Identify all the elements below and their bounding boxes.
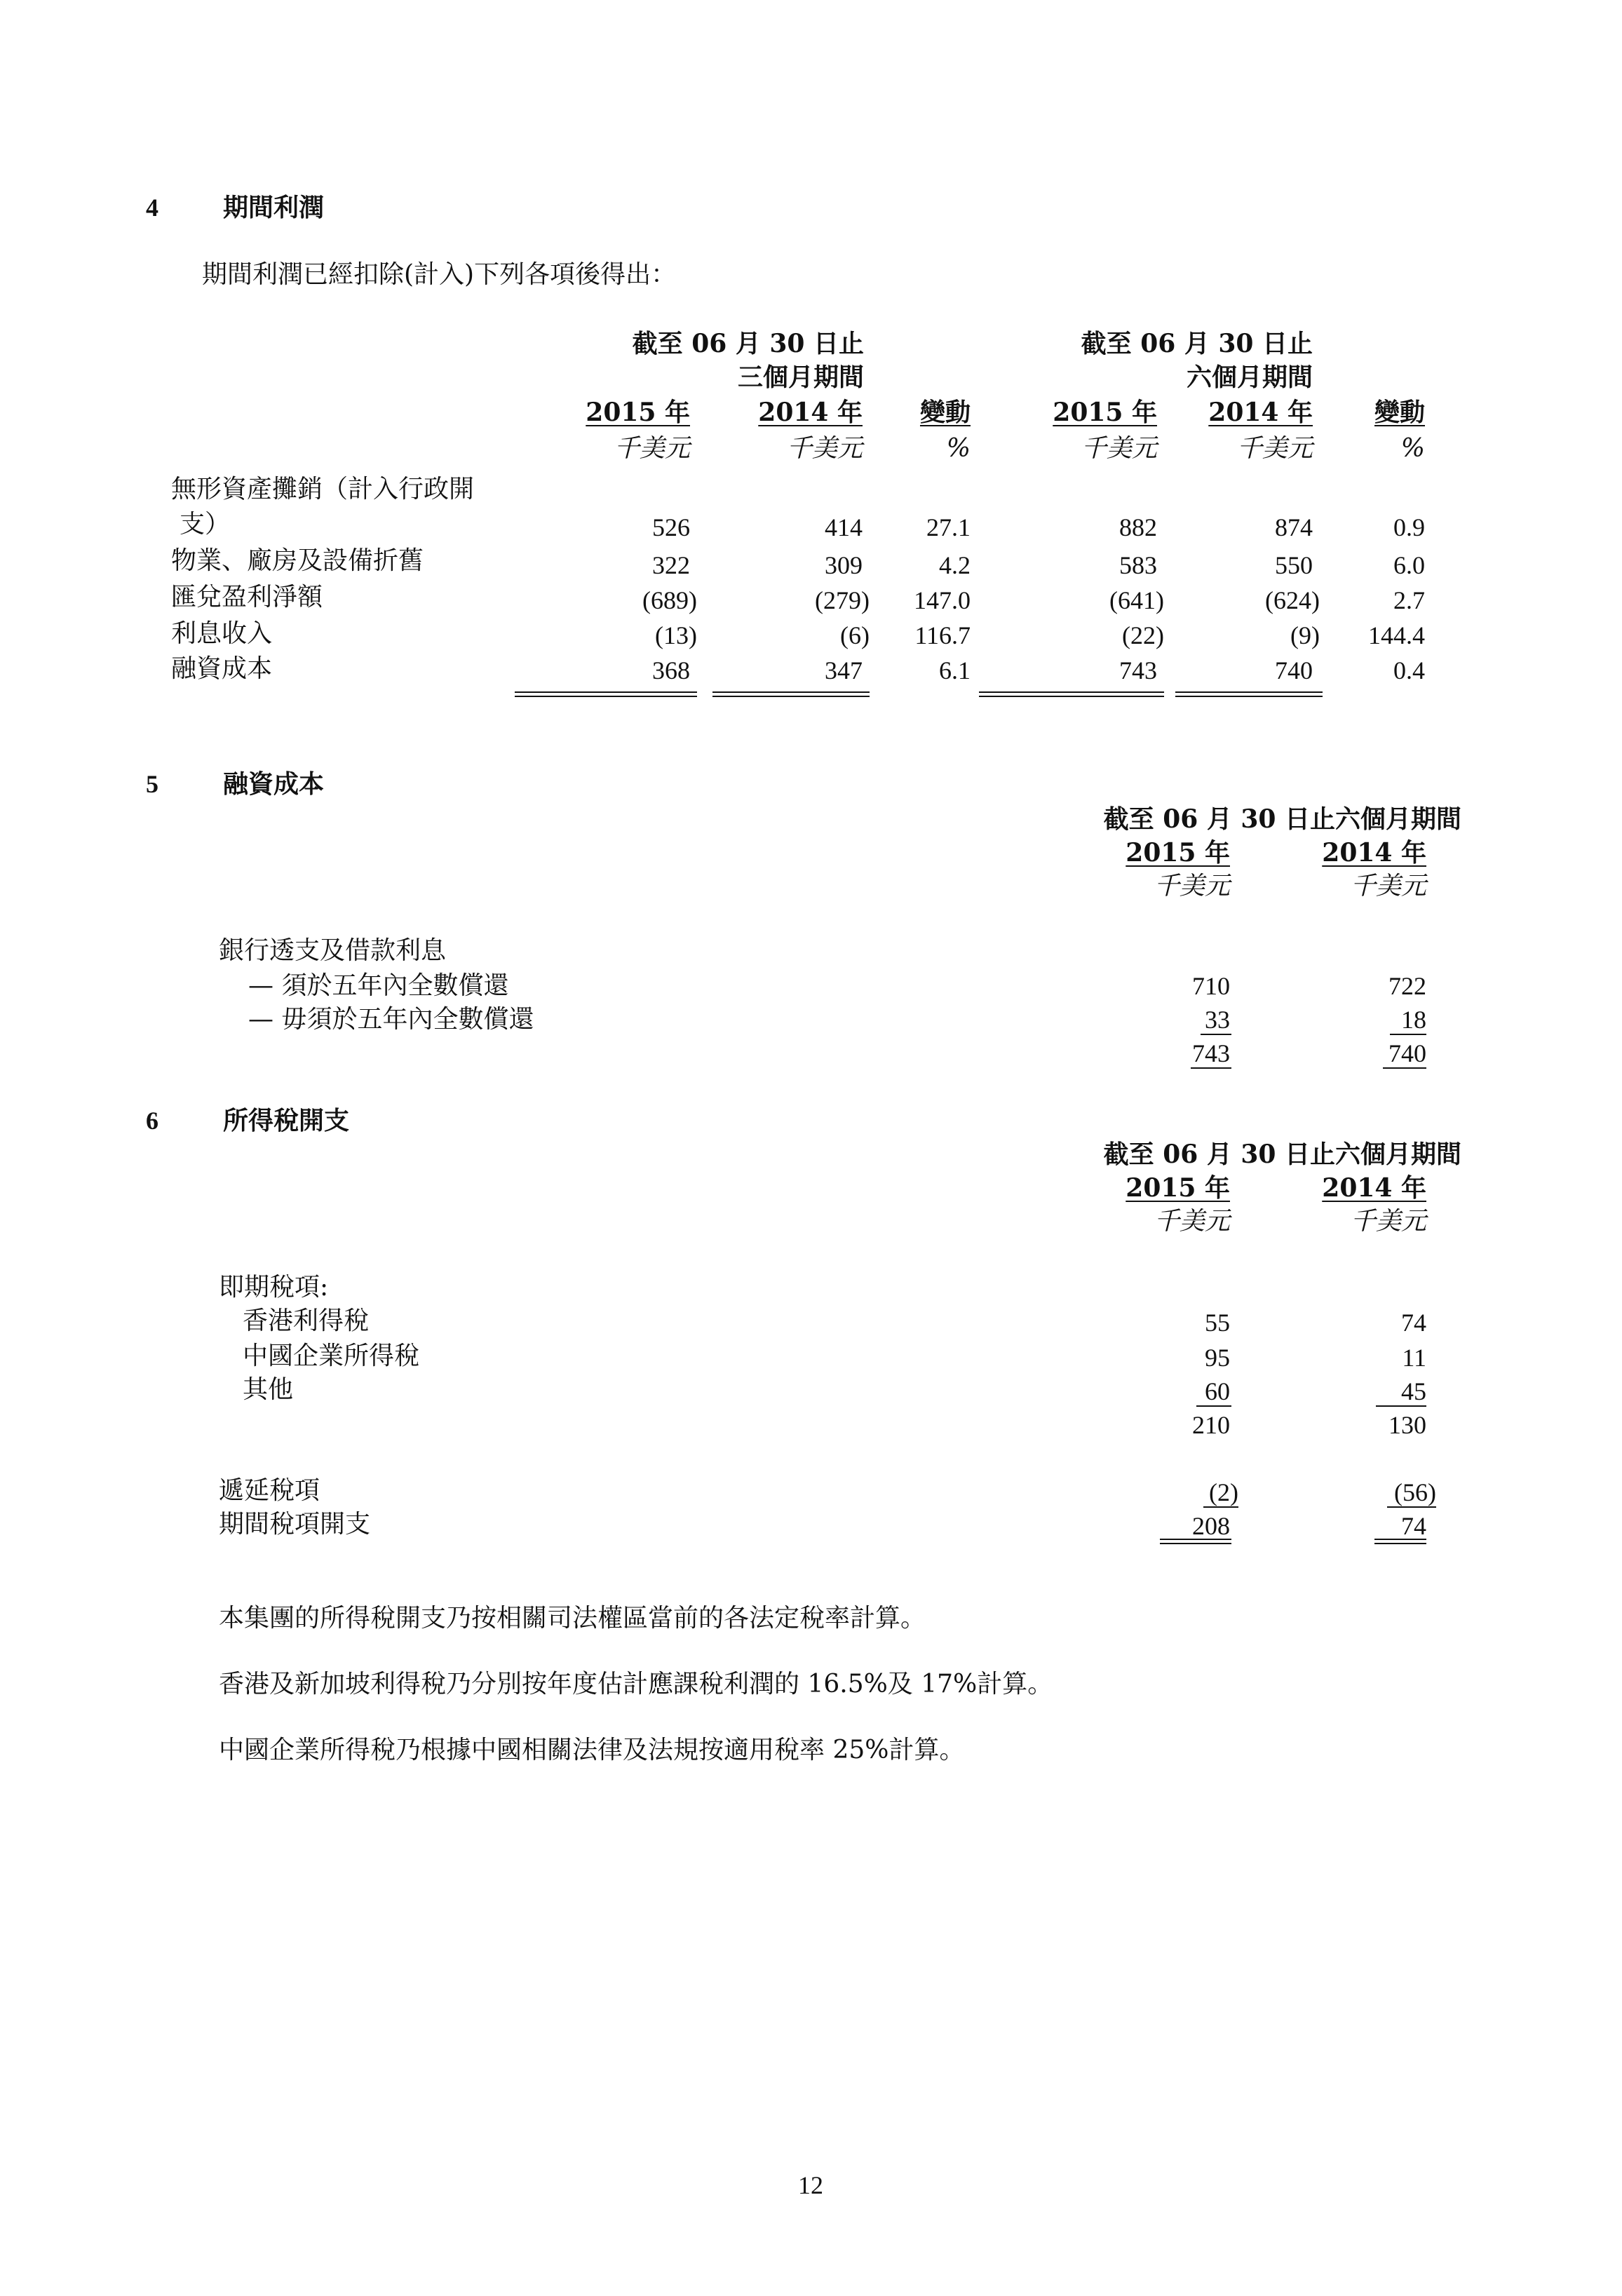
section-6-row-label: 其他	[243, 1375, 294, 1404]
section-5-title: 融資成本	[223, 769, 325, 799]
subtotal-rule	[1201, 1034, 1231, 1035]
col-header-6m-2015: 2015 年	[1053, 398, 1157, 427]
section-6-deferred-2015: (2)	[1209, 1478, 1238, 1506]
cell: 740	[1275, 656, 1313, 684]
cell: 6.0	[1393, 551, 1425, 579]
cell: 4.2	[939, 551, 971, 579]
section-6-expense-2015: 208	[1192, 1512, 1230, 1540]
cell: 710	[1192, 972, 1230, 1000]
section-6-subtotal-2015: 210	[1192, 1411, 1230, 1439]
cell: 874	[1275, 513, 1313, 541]
section-6-unit-2014: 千美元	[1350, 1207, 1426, 1236]
section-6-expense-label: 期間稅項開支	[219, 1510, 371, 1539]
double-rule	[515, 691, 697, 697]
section-5-col-2014: 2014 年	[1322, 838, 1426, 867]
col-header-6m-2014: 2014 年	[1208, 398, 1313, 427]
three-month-period-line1: 截至 06 月 30 日止	[632, 329, 864, 358]
cell: 144.4	[1368, 621, 1425, 649]
cell: 95	[1205, 1344, 1230, 1372]
section-6-deferred-label: 遞延稅項	[219, 1476, 320, 1505]
col-header-3m-2015: 2015 年	[586, 398, 690, 427]
cell: 45	[1401, 1377, 1426, 1405]
tax-note-paragraph: 中國企業所得稅乃根據中國相關法律及法規按適用稅率 25%計算。	[219, 1736, 965, 1764]
double-rule	[1160, 1539, 1231, 1544]
unit-6m-2014: 千美元	[1236, 434, 1313, 463]
cell: 147.0	[914, 586, 971, 614]
section-6-row-label: 中國企業所得稅	[243, 1342, 420, 1370]
cell: 74	[1401, 1309, 1426, 1337]
subtotal-rule	[1196, 1405, 1231, 1407]
cell: (6)	[840, 621, 870, 649]
double-rule	[1374, 1539, 1426, 1544]
row-label-amortisation: 無形資產攤銷（計入行政開	[171, 475, 475, 504]
three-month-period-line2: 三個月期間	[737, 363, 864, 392]
six-month-period-line1: 截至 06 月 30 日止	[1081, 329, 1313, 358]
cell: (624)	[1265, 586, 1320, 614]
cell: 0.4	[1393, 656, 1425, 684]
row-label-interest-income: 利息收入	[171, 619, 273, 648]
section-5-number: 5	[146, 770, 158, 798]
section-4-title: 期間利潤	[223, 193, 325, 222]
subtotal-rule	[1203, 1506, 1238, 1508]
section-5-row-label: — 須於五年內全數償還	[248, 971, 509, 1000]
cell: (13)	[655, 621, 697, 649]
cell: 368	[652, 656, 690, 684]
cell: (9)	[1290, 621, 1320, 649]
section-4-number: 4	[146, 194, 158, 222]
section-5-total-2015: 743	[1192, 1039, 1230, 1067]
section-5-col-2015: 2015 年	[1126, 838, 1230, 867]
cell: 60	[1205, 1377, 1230, 1405]
cell: 526	[652, 513, 690, 541]
section-6-expense-2014: 74	[1401, 1512, 1426, 1540]
double-rule	[712, 691, 870, 697]
section-6-title: 所得稅開支	[223, 1106, 350, 1135]
cell: 322	[652, 551, 690, 579]
total-rule	[1383, 1067, 1426, 1069]
cell: 2.7	[1393, 586, 1425, 614]
section-6-col-2015: 2015 年	[1126, 1173, 1230, 1203]
unit-6m-change: %	[1400, 434, 1425, 463]
cell: 347	[825, 656, 863, 684]
cell: 583	[1119, 551, 1157, 579]
section-6-heading: 即期稅項:	[219, 1273, 329, 1302]
section-5-row-label: — 毋須於五年內全數償還	[248, 1005, 534, 1034]
section-6-row-label: 香港利得稅	[243, 1306, 370, 1335]
unit-6m-2015: 千美元	[1081, 434, 1157, 463]
section-5-period: 截至 06 月 30 日止六個月期間	[1103, 804, 1461, 834]
cell: (641)	[1109, 586, 1164, 614]
col-header-3m-change: 變動	[919, 398, 971, 427]
section-6-deferred-2014: (56)	[1394, 1478, 1436, 1506]
total-rule	[1191, 1067, 1231, 1069]
cell: 309	[825, 551, 863, 579]
section-6-col-2014: 2014 年	[1322, 1173, 1426, 1203]
section-6-number: 6	[146, 1107, 158, 1135]
double-rule	[979, 691, 1164, 697]
cell: (689)	[642, 586, 697, 614]
cell: 414	[825, 513, 863, 541]
col-header-3m-2014: 2014 年	[758, 398, 863, 427]
section-6-period: 截至 06 月 30 日止六個月期間	[1103, 1140, 1461, 1169]
row-label-finance-costs: 融資成本	[171, 654, 273, 683]
cell: 18	[1401, 1006, 1426, 1034]
cell: 116.7	[914, 621, 971, 649]
page-number: 12	[798, 2171, 823, 2199]
double-rule	[1175, 691, 1323, 697]
cell: 6.1	[939, 656, 971, 684]
cell: 0.9	[1393, 513, 1425, 541]
unit-3m-2014: 千美元	[786, 434, 863, 463]
unit-3m-change: %	[946, 434, 971, 463]
cell: 743	[1119, 656, 1157, 684]
cell: 550	[1275, 551, 1313, 579]
cell: 882	[1119, 513, 1157, 541]
row-label-amortisation-cont: 支）	[180, 510, 231, 539]
subtotal-rule	[1376, 1405, 1426, 1407]
section-4-intro: 期間利潤已經扣除(計入)下列各項後得出：	[202, 260, 677, 289]
subtotal-rule	[1390, 1034, 1426, 1035]
row-label-depreciation: 物業、廠房及設備折舊	[171, 546, 424, 575]
six-month-period-line2: 六個月期間	[1186, 363, 1313, 392]
row-label-exchange-gain: 匯兌盈利淨額	[171, 583, 323, 612]
section-5-unit-2014: 千美元	[1350, 872, 1426, 900]
section-5-unit-2015: 千美元	[1154, 872, 1230, 900]
tax-note-paragraph: 香港及新加坡利得稅乃分別按年度估計應課稅利潤的 16.5%及 17%計算。	[219, 1670, 1053, 1699]
section-6-subtotal-2014: 130	[1388, 1411, 1426, 1439]
section-6-unit-2015: 千美元	[1154, 1207, 1230, 1236]
cell: (279)	[815, 586, 870, 614]
cell: (22)	[1122, 621, 1164, 649]
cell: 55	[1205, 1309, 1230, 1337]
cell: 11	[1402, 1344, 1426, 1372]
subtotal-rule	[1387, 1506, 1436, 1508]
unit-3m-2015: 千美元	[614, 434, 690, 463]
cell: 27.1	[926, 513, 971, 541]
cell: 722	[1388, 972, 1426, 1000]
cell: 33	[1205, 1006, 1230, 1034]
col-header-6m-change: 變動	[1374, 398, 1425, 427]
section-5-total-2014: 740	[1388, 1039, 1426, 1067]
section-5-heading: 銀行透支及借款利息	[219, 936, 447, 965]
tax-note-paragraph: 本集團的所得稅開支乃按相關司法權區當前的各法定稅率計算。	[219, 1604, 926, 1633]
